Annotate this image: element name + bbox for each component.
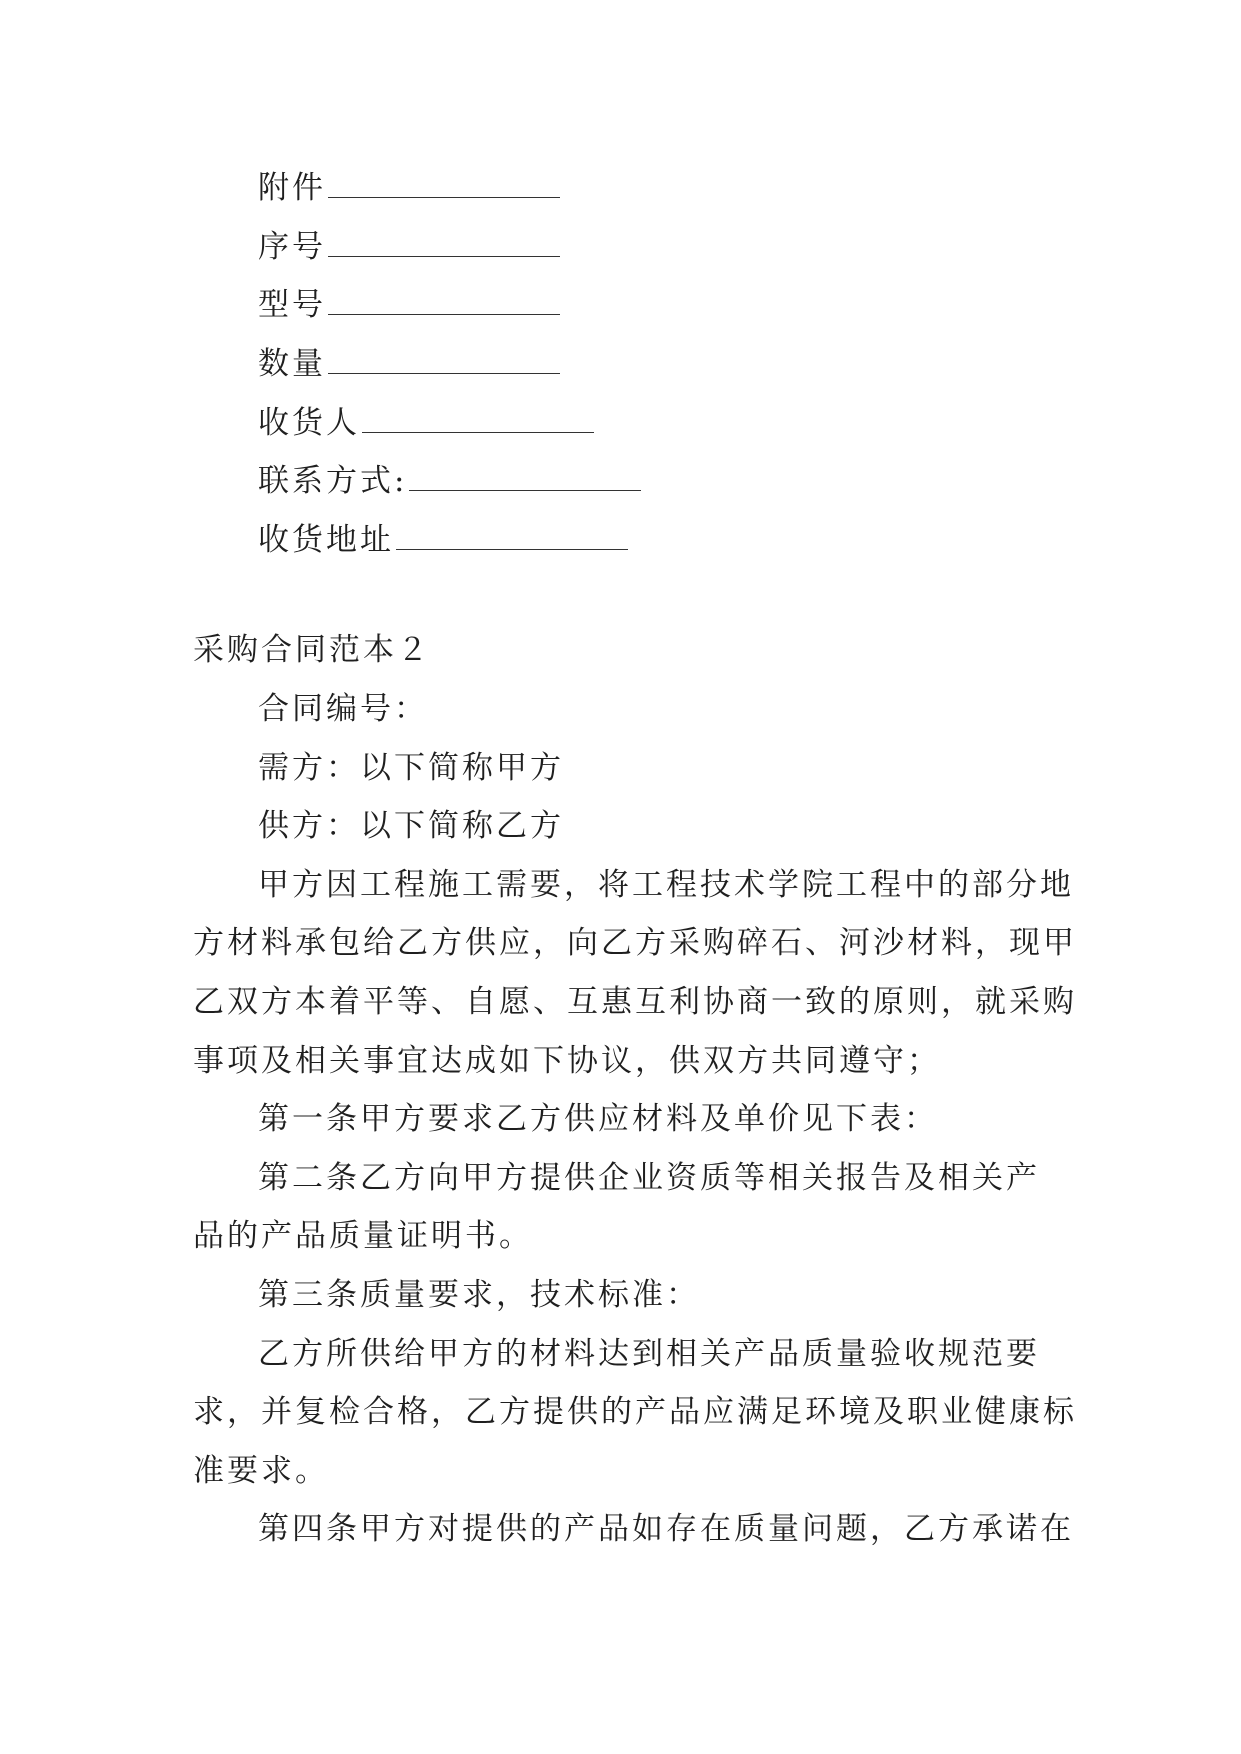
article-4-line-1: 第四条甲方对提供的产品如存在质量问题，乙方承诺在	[258, 1511, 1074, 1547]
intro-line-3: 乙双方本着平等、自愿、互惠互利协商一致的原则，就采购	[193, 984, 1077, 1020]
intro-line-4: 事项及相关事宜达成如下协议，供双方共同遵守；	[193, 1043, 941, 1079]
field-label: 型号	[258, 287, 326, 323]
field-label: 附件	[258, 170, 326, 206]
field-model	[258, 284, 560, 325]
intro-line-1: 甲方因工程施工需要，将工程技术学院工程中的部分地	[258, 867, 1074, 903]
field-contact	[258, 460, 641, 501]
field-label: 序号	[258, 229, 326, 265]
quality-line-1: 乙方所供给甲方的材料达到相关产品质量验收规范要	[258, 1336, 1040, 1372]
intro-line-2: 方材料承包给乙方供应，向乙方采购碎石、河沙材料，现甲	[193, 925, 1077, 961]
field-recipient	[258, 402, 594, 443]
fill-blank	[328, 167, 560, 198]
fill-blank	[396, 519, 628, 550]
contract-number: 合同编号：	[258, 691, 428, 727]
fill-blank	[328, 226, 560, 257]
quality-line-3: 准要求。	[193, 1453, 329, 1489]
field-attachment	[258, 167, 560, 208]
contract-title: 采购合同范本２	[193, 632, 431, 668]
field-quantity	[258, 343, 560, 384]
fill-blank	[409, 460, 641, 491]
article-2-line-1: 第二条乙方向甲方提供企业资质等相关报告及相关产	[258, 1160, 1040, 1196]
fill-blank	[362, 402, 594, 433]
field-address	[258, 519, 628, 560]
field-serial	[258, 226, 560, 267]
buyer-line: 需方：以下简称甲方	[258, 750, 564, 786]
field-label: 联系方式:	[258, 463, 408, 499]
fill-blank	[328, 284, 560, 315]
field-label: 收货人	[258, 405, 360, 441]
quality-line-2: 求，并复检合格，乙方提供的产品应满足环境及职业健康标	[193, 1394, 1077, 1430]
field-label: 收货地址	[258, 522, 394, 558]
article-1: 第一条甲方要求乙方供应材料及单价见下表：	[258, 1101, 938, 1137]
article-3: 第三条质量要求，技术标准：	[258, 1277, 700, 1313]
article-2-line-2: 品的产品质量证明书。	[193, 1218, 533, 1254]
field-label: 数量	[258, 346, 326, 382]
seller-line: 供方：以下简称乙方	[258, 808, 564, 844]
fill-blank	[328, 343, 560, 374]
